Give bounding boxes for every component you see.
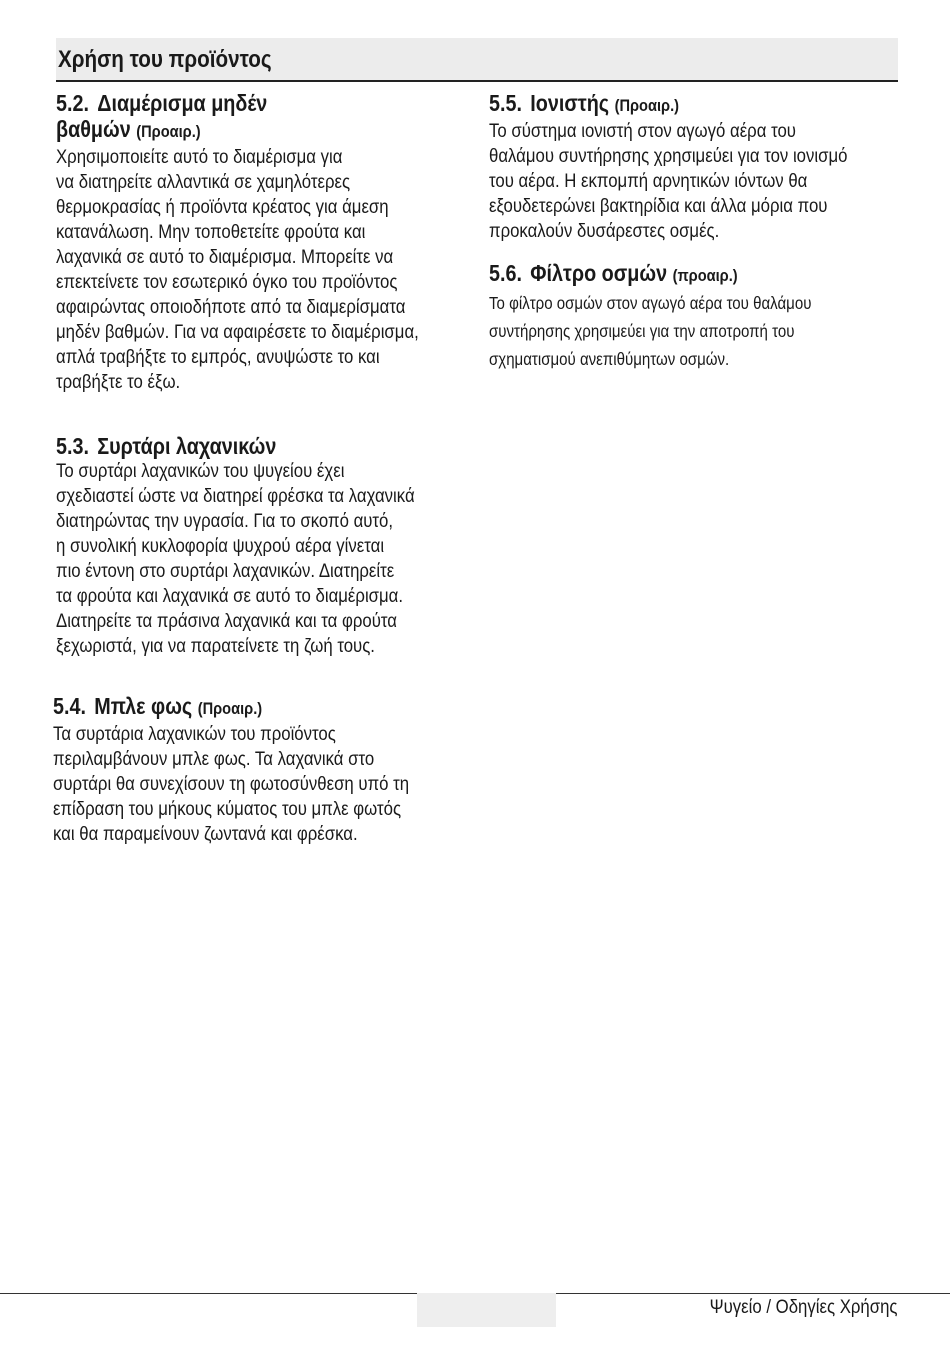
page-number-box xyxy=(417,1293,556,1327)
body-line: Το φίλτρο οσμών στον αγωγό αέρα του θαλάμου xyxy=(489,293,812,313)
section-title-continued xyxy=(56,116,417,145)
section-title xyxy=(489,90,850,119)
body-line: συντήρησης χρησιμεύει για την αποτροπή του xyxy=(489,321,795,341)
section-body xyxy=(489,289,850,373)
body-line: τα φρούτα και λαχανικά σε αυτό το διαμέρισμα. xyxy=(56,585,404,607)
left-column xyxy=(53,90,476,847)
section-body xyxy=(56,145,417,395)
section-body xyxy=(56,459,417,659)
body-line: πιο έντονη στο συρτάρι λαχανικών. Διατηρείτε xyxy=(56,560,395,582)
optional-label: (Προαιρ.) xyxy=(614,96,680,115)
body-line: Το συρτάρι λαχανικών του ψυγείου έχει xyxy=(56,460,345,482)
footer-text: Ψυγείο / Οδηγίες Χρήσης xyxy=(710,1296,898,1318)
body-line: κατανάλωση. Μην τοποθετείτε φρούτα και xyxy=(56,221,366,243)
section-body xyxy=(489,119,850,244)
body-line: Τα συρτάρια λαχανικών του προϊόντος xyxy=(53,723,336,745)
body-line: μηδέν βαθμών. Για να αφαιρέσετε το διαμέρισμα, xyxy=(56,321,419,343)
optional-label: (Προαιρ.) xyxy=(136,122,201,141)
section-title xyxy=(56,90,417,116)
section-title xyxy=(56,433,417,459)
section-5-5 xyxy=(489,90,909,244)
section-title-text: Διαμέρισμα μηδέν xyxy=(97,90,268,116)
body-line: λαχανικά σε αυτό το διαμέρισμα. Μπορείτε να xyxy=(56,246,394,268)
page-header xyxy=(56,38,898,82)
body-line: η συνολική κυκλοφορία ψυχρού αέρα γίνεται xyxy=(56,535,385,557)
section-title-text: Φίλτρο οσμών xyxy=(530,260,668,286)
section-number: 5.3. xyxy=(56,433,90,459)
section-number: 5.4. xyxy=(53,693,87,719)
section-number: 5.6. xyxy=(489,260,523,286)
body-line: ξεχωριστά, για να παρατείνετε τη ζωή τους. xyxy=(56,635,375,657)
section-title-text: Συρτάρι λαχανικών xyxy=(97,433,277,459)
section-number: 5.2. xyxy=(56,90,90,116)
body-line: σχεδιαστεί ώστε να διατηρεί φρέσκα τα λαχανικά xyxy=(56,485,415,507)
body-line: Το σύστημα ιονιστή στον αγωγό αέρα του xyxy=(489,120,796,142)
body-line: σχηματισμού ανεπιθύμητων οσμών. xyxy=(489,349,730,369)
body-line: θερμοκρασίας ή προϊόντα κρέατος για άμεση xyxy=(56,196,389,218)
section-title xyxy=(53,693,414,722)
section-number: 5.5. xyxy=(489,90,523,116)
body-line: και θα παραμείνουν ζωντανά και φρέσκα. xyxy=(53,823,358,845)
body-line: αφαιρώντας οποιοδήποτε από τα διαμερίσματα xyxy=(56,296,406,318)
body-line: Χρησιμοποιείτε αυτό το διαμέρισμα για xyxy=(56,146,343,168)
body-line: του αέρα. Η εκπομπή αρνητικών ιόντων θα xyxy=(489,170,808,192)
section-title-text: Ιονιστής xyxy=(530,90,610,116)
section-title-text: βαθμών xyxy=(56,116,131,142)
section-title-text: Μπλε φως xyxy=(94,693,193,719)
body-line: εξουδετερώνει βακτηρίδια και άλλα μόρια που xyxy=(489,195,828,217)
body-line: απλά τραβήξτε το εμπρός, ανυψώστε το και xyxy=(56,346,380,368)
section-body xyxy=(53,722,414,847)
body-line: Διατηρείτε τα πράσινα λαχανικά και τα φρούτα xyxy=(56,610,397,632)
body-line: επίδραση του μήκους κύματος του μπλε φωτός xyxy=(53,798,402,820)
right-column xyxy=(489,90,909,373)
section-5-3 xyxy=(56,433,476,659)
body-line: προκαλούν δυσάρεστες οσμές. xyxy=(489,220,720,242)
body-line: περιλαμβάνουν μπλε φως. Τα λαχανικά στο xyxy=(53,748,375,770)
section-5-6 xyxy=(489,260,909,373)
body-line: να διατηρείτε αλλαντικά σε χαμηλότερες xyxy=(56,171,351,193)
body-line: επεκτείνετε τον εσωτερικό όγκο του προϊόντος xyxy=(56,271,398,293)
optional-label: (Προαιρ.) xyxy=(197,699,263,718)
optional-label: (προαιρ.) xyxy=(672,266,738,285)
section-5-4 xyxy=(53,693,473,847)
section-5-2 xyxy=(56,90,476,395)
body-line: συρτάρι θα συνεχίσουν τη φωτοσύνθεση υπό τη xyxy=(53,773,410,795)
body-line: θαλάμου συντήρησης χρησιμεύει για τον ιονισμό xyxy=(489,145,848,167)
section-title xyxy=(489,260,850,289)
body-line: τραβήξτε το έξω. xyxy=(56,371,181,393)
body-line: διατηρώντας την υγρασία. Για το σκοπό αυτό, xyxy=(56,510,394,532)
page-title: Χρήση του προϊόντος xyxy=(58,46,272,73)
